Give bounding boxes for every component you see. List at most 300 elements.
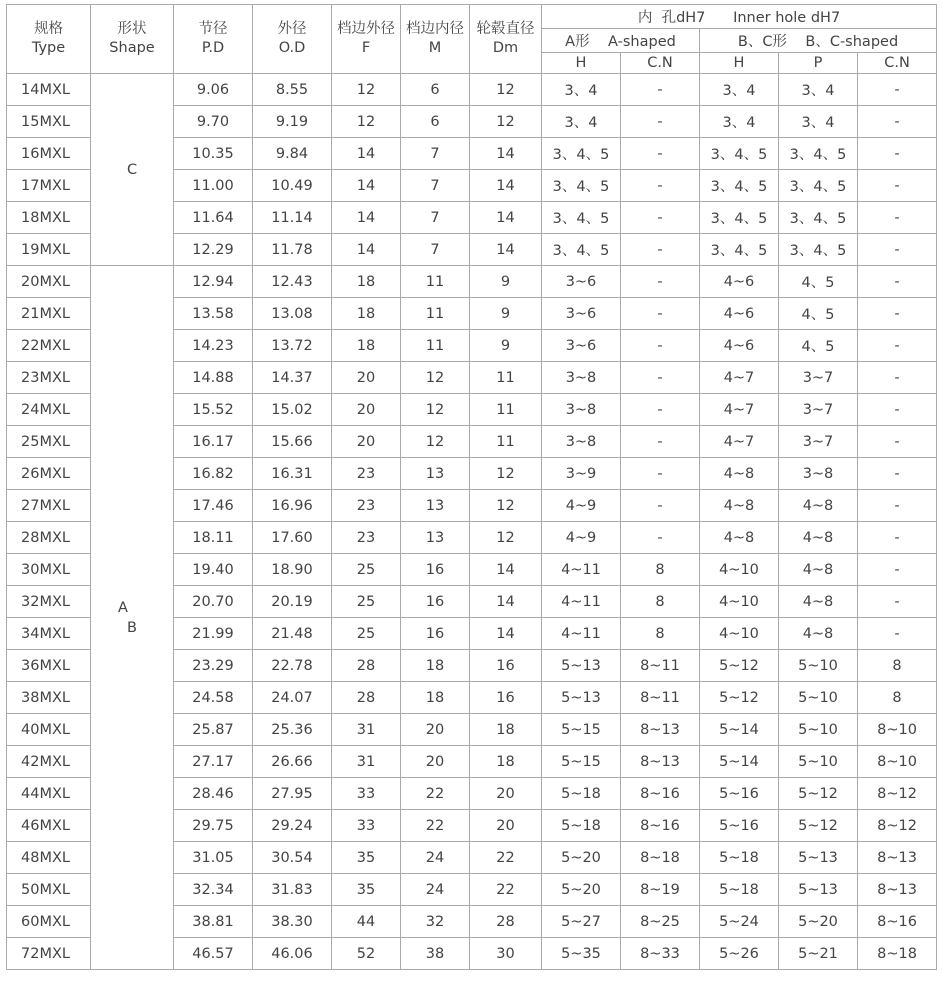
shape-b-label: B (127, 619, 137, 636)
cell-hub-diameter: 12 (470, 522, 542, 554)
cell-bc-shaped-h: 4~8 (700, 490, 779, 522)
cell-hub-diameter: 18 (470, 714, 542, 746)
cell-pitch-diameter: 46.57 (174, 938, 253, 970)
cell-a-shaped-cn: - (621, 266, 700, 298)
cell-pitch-diameter: 38.81 (174, 906, 253, 938)
cell-flange-inner-diameter: 13 (401, 458, 470, 490)
cell-flange-outer-diameter: 14 (332, 202, 401, 234)
shape-a-label: A (118, 599, 128, 616)
cell-a-shaped-cn: - (621, 74, 700, 106)
cell-a-shaped-cn: - (621, 330, 700, 362)
cell-outer-diameter: 14.37 (253, 362, 332, 394)
cell-bc-shaped-cn: - (858, 618, 937, 650)
cell-a-shaped-h: 3、4、5 (542, 170, 621, 202)
header-flange-inner-diameter (401, 5, 470, 74)
cell-bc-shaped-p: 4、5 (779, 298, 858, 330)
cell-bc-shaped-h: 4~6 (700, 330, 779, 362)
cell-pitch-diameter: 27.17 (174, 746, 253, 778)
cell-bc-shaped-cn: 8~16 (858, 906, 937, 938)
cell-hub-diameter: 14 (470, 554, 542, 586)
cell-hub-diameter: 12 (470, 74, 542, 106)
cell-bc-shaped-h: 4~8 (700, 458, 779, 490)
cell-flange-inner-diameter: 11 (401, 298, 470, 330)
table-row (7, 266, 937, 298)
cell-a-shaped-h: 5~18 (542, 810, 621, 842)
cell-outer-diameter: 29.24 (253, 810, 332, 842)
cell-bc-shaped-cn: - (858, 490, 937, 522)
header-flange-outer-diameter (332, 5, 401, 74)
cell-a-shaped-cn: - (621, 522, 700, 554)
cell-bc-shaped-h: 3、4 (700, 106, 779, 138)
cell-flange-outer-diameter: 14 (332, 234, 401, 266)
cell-bc-shaped-h: 3、4、5 (700, 170, 779, 202)
cell-a-shaped-cn: 8~13 (621, 714, 700, 746)
cell-pitch-diameter: 14.88 (174, 362, 253, 394)
cell-a-shaped-cn: - (621, 362, 700, 394)
header-inner-hole: 内 孔dH7 Inner hole dH7 (542, 5, 937, 29)
cell-outer-diameter: 27.95 (253, 778, 332, 810)
cell-bc-shaped-cn: - (858, 170, 937, 202)
header-shape-cn: 形状 (117, 21, 147, 37)
cell-flange-outer-diameter: 52 (332, 938, 401, 970)
cell-flange-inner-diameter: 7 (401, 202, 470, 234)
cell-a-shaped-cn: - (621, 170, 700, 202)
cell-type: 15MXL (7, 106, 91, 138)
header-shape-en: Shape (109, 40, 155, 56)
cell-type: 50MXL (7, 874, 91, 906)
cell-bc-shaped-cn: - (858, 234, 937, 266)
cell-bc-shaped-p: 3~8 (779, 458, 858, 490)
header-bc-shaped: B、C形 B、C-shaped (700, 29, 937, 53)
cell-hub-diameter: 11 (470, 362, 542, 394)
cell-flange-outer-diameter: 31 (332, 714, 401, 746)
cell-type: 48MXL (7, 842, 91, 874)
cell-flange-outer-diameter: 20 (332, 394, 401, 426)
cell-type: 24MXL (7, 394, 91, 426)
cell-outer-diameter: 16.31 (253, 458, 332, 490)
cell-bc-shaped-p: 5~10 (779, 714, 858, 746)
cell-outer-diameter: 21.48 (253, 618, 332, 650)
cell-a-shaped-cn: - (621, 426, 700, 458)
cell-flange-inner-diameter: 11 (401, 330, 470, 362)
cell-type: 19MXL (7, 234, 91, 266)
cell-type: 26MXL (7, 458, 91, 490)
cell-pitch-diameter: 12.94 (174, 266, 253, 298)
cell-pitch-diameter: 31.05 (174, 842, 253, 874)
cell-bc-shaped-p: 5~20 (779, 906, 858, 938)
cell-a-shaped-h: 5~15 (542, 746, 621, 778)
cell-outer-diameter: 12.43 (253, 266, 332, 298)
cell-bc-shaped-h: 4~8 (700, 522, 779, 554)
cell-pitch-diameter: 17.46 (174, 490, 253, 522)
cell-flange-inner-diameter: 32 (401, 906, 470, 938)
cell-bc-shaped-p: 3~7 (779, 362, 858, 394)
cell-flange-inner-diameter: 22 (401, 810, 470, 842)
cell-a-shaped-cn: 8 (621, 554, 700, 586)
cell-a-shaped-h: 5~35 (542, 938, 621, 970)
header-od-cn: 外径 (277, 21, 307, 37)
cell-outer-diameter: 38.30 (253, 906, 332, 938)
cell-bc-shaped-p: 3、4、5 (779, 170, 858, 202)
cell-hub-diameter: 22 (470, 874, 542, 906)
cell-pitch-diameter: 28.46 (174, 778, 253, 810)
cell-bc-shaped-p: 3、4、5 (779, 202, 858, 234)
cell-a-shaped-h: 3、4、5 (542, 138, 621, 170)
cell-bc-shaped-p: 5~13 (779, 842, 858, 874)
cell-pitch-diameter: 9.70 (174, 106, 253, 138)
cell-pitch-diameter: 21.99 (174, 618, 253, 650)
cell-bc-shaped-p: 4~8 (779, 522, 858, 554)
cell-bc-shaped-cn: - (858, 298, 937, 330)
cell-a-shaped-cn: 8~13 (621, 746, 700, 778)
cell-a-shaped-h: 5~18 (542, 778, 621, 810)
cell-flange-outer-diameter: 35 (332, 874, 401, 906)
cell-type: 18MXL (7, 202, 91, 234)
cell-bc-shaped-h: 5~18 (700, 874, 779, 906)
cell-bc-shaped-p: 5~12 (779, 810, 858, 842)
cell-bc-shaped-h: 4~7 (700, 362, 779, 394)
cell-bc-shaped-p: 4~8 (779, 554, 858, 586)
cell-pitch-diameter: 24.58 (174, 682, 253, 714)
cell-a-shaped-h: 5~13 (542, 682, 621, 714)
cell-pitch-diameter: 29.75 (174, 810, 253, 842)
cell-bc-shaped-h: 4~6 (700, 298, 779, 330)
cell-pitch-diameter: 16.17 (174, 426, 253, 458)
cell-type: 38MXL (7, 682, 91, 714)
cell-bc-shaped-cn: - (858, 74, 937, 106)
cell-type: 16MXL (7, 138, 91, 170)
cell-bc-shaped-cn: 8~12 (858, 810, 937, 842)
cell-flange-outer-diameter: 14 (332, 138, 401, 170)
cell-outer-diameter: 30.54 (253, 842, 332, 874)
subheader-bc-h: H (700, 53, 779, 74)
cell-bc-shaped-p: 3、4 (779, 74, 858, 106)
cell-pitch-diameter: 18.11 (174, 522, 253, 554)
cell-flange-outer-diameter: 18 (332, 266, 401, 298)
cell-flange-outer-diameter: 44 (332, 906, 401, 938)
cell-a-shaped-h: 3~6 (542, 298, 621, 330)
cell-a-shaped-h: 5~27 (542, 906, 621, 938)
cell-outer-diameter: 10.49 (253, 170, 332, 202)
cell-hub-diameter: 12 (470, 458, 542, 490)
cell-a-shaped-cn: 8~16 (621, 778, 700, 810)
cell-flange-outer-diameter: 28 (332, 682, 401, 714)
cell-a-shaped-cn: - (621, 298, 700, 330)
cell-bc-shaped-cn: 8~13 (858, 874, 937, 906)
cell-pitch-diameter: 25.87 (174, 714, 253, 746)
cell-flange-outer-diameter: 25 (332, 618, 401, 650)
cell-a-shaped-cn: 8~33 (621, 938, 700, 970)
cell-flange-inner-diameter: 12 (401, 362, 470, 394)
cell-hub-diameter: 18 (470, 746, 542, 778)
cell-a-shaped-cn: 8~11 (621, 682, 700, 714)
cell-a-shaped-cn: - (621, 202, 700, 234)
header-pd-cn: 节径 (198, 21, 228, 37)
cell-outer-diameter: 15.02 (253, 394, 332, 426)
cell-outer-diameter: 25.36 (253, 714, 332, 746)
cell-flange-inner-diameter: 7 (401, 138, 470, 170)
cell-a-shaped-cn: 8~11 (621, 650, 700, 682)
cell-flange-inner-diameter: 16 (401, 554, 470, 586)
cell-a-shaped-h: 5~13 (542, 650, 621, 682)
header-pd-en: P.D (201, 40, 225, 56)
cell-bc-shaped-p: 5~13 (779, 874, 858, 906)
header-pitch-diameter (174, 5, 253, 74)
cell-bc-shaped-h: 3、4、5 (700, 202, 779, 234)
cell-a-shaped-h: 4~11 (542, 554, 621, 586)
header-m-en: M (428, 40, 442, 56)
cell-bc-shaped-h: 4~10 (700, 618, 779, 650)
subheader-a-h: H (542, 53, 621, 74)
cell-type: 60MXL (7, 906, 91, 938)
cell-bc-shaped-cn: - (858, 522, 937, 554)
cell-flange-inner-diameter: 18 (401, 682, 470, 714)
cell-bc-shaped-cn: - (858, 586, 937, 618)
cell-bc-shaped-h: 5~14 (700, 746, 779, 778)
header-outer-diameter (253, 5, 332, 74)
cell-a-shaped-h: 4~9 (542, 522, 621, 554)
header-type (7, 5, 91, 74)
cell-flange-inner-diameter: 16 (401, 618, 470, 650)
cell-type: 32MXL (7, 586, 91, 618)
cell-bc-shaped-p: 5~21 (779, 938, 858, 970)
cell-type: 28MXL (7, 522, 91, 554)
cell-flange-inner-diameter: 11 (401, 266, 470, 298)
cell-hub-diameter: 14 (470, 202, 542, 234)
cell-flange-inner-diameter: 38 (401, 938, 470, 970)
cell-a-shaped-h: 3、4、5 (542, 202, 621, 234)
cell-outer-diameter: 20.19 (253, 586, 332, 618)
cell-outer-diameter: 26.66 (253, 746, 332, 778)
cell-flange-inner-diameter: 16 (401, 586, 470, 618)
cell-pitch-diameter: 20.70 (174, 586, 253, 618)
cell-bc-shaped-h: 5~24 (700, 906, 779, 938)
cell-hub-diameter: 20 (470, 810, 542, 842)
cell-flange-outer-diameter: 12 (332, 106, 401, 138)
cell-flange-inner-diameter: 12 (401, 426, 470, 458)
cell-a-shaped-h: 3、4、5 (542, 234, 621, 266)
cell-a-shaped-h: 3~8 (542, 394, 621, 426)
cell-outer-diameter: 46.06 (253, 938, 332, 970)
cell-pitch-diameter: 12.29 (174, 234, 253, 266)
cell-bc-shaped-p: 4~8 (779, 586, 858, 618)
cell-bc-shaped-cn: 8 (858, 650, 937, 682)
cell-a-shaped-cn: 8~16 (621, 810, 700, 842)
cell-outer-diameter: 16.96 (253, 490, 332, 522)
cell-flange-outer-diameter: 23 (332, 490, 401, 522)
cell-outer-diameter: 24.07 (253, 682, 332, 714)
cell-bc-shaped-h: 3、4、5 (700, 234, 779, 266)
cell-type: 44MXL (7, 778, 91, 810)
cell-bc-shaped-p: 5~10 (779, 746, 858, 778)
cell-a-shaped-h: 4~11 (542, 586, 621, 618)
header-a-shaped: A形 A-shaped (542, 29, 700, 53)
cell-bc-shaped-h: 5~12 (700, 650, 779, 682)
cell-bc-shaped-p: 5~10 (779, 682, 858, 714)
header-m-cn: 档边内径 (406, 21, 464, 37)
cell-flange-outer-diameter: 18 (332, 298, 401, 330)
cell-type: 17MXL (7, 170, 91, 202)
cell-pitch-diameter: 13.58 (174, 298, 253, 330)
cell-bc-shaped-p: 4、5 (779, 330, 858, 362)
cell-hub-diameter: 9 (470, 298, 542, 330)
cell-flange-outer-diameter: 28 (332, 650, 401, 682)
cell-type: 36MXL (7, 650, 91, 682)
cell-outer-diameter: 9.19 (253, 106, 332, 138)
cell-bc-shaped-h: 5~16 (700, 810, 779, 842)
cell-hub-diameter: 16 (470, 650, 542, 682)
header-dm-cn: 轮毂直径 (476, 21, 535, 37)
cell-hub-diameter: 14 (470, 170, 542, 202)
cell-outer-diameter: 13.72 (253, 330, 332, 362)
cell-hub-diameter: 22 (470, 842, 542, 874)
header-f-en: F (361, 40, 371, 56)
header-hub-diameter (470, 5, 542, 74)
cell-bc-shaped-p: 4~8 (779, 490, 858, 522)
cell-flange-inner-diameter: 13 (401, 522, 470, 554)
cell-hub-diameter: 20 (470, 778, 542, 810)
cell-bc-shaped-cn: - (858, 554, 937, 586)
cell-shape-c: C (91, 74, 174, 266)
cell-bc-shaped-cn: - (858, 394, 937, 426)
cell-a-shaped-h: 3~9 (542, 458, 621, 490)
cell-bc-shaped-cn: - (858, 106, 937, 138)
cell-type: 23MXL (7, 362, 91, 394)
cell-pitch-diameter: 10.35 (174, 138, 253, 170)
cell-hub-diameter: 11 (470, 394, 542, 426)
cell-pitch-diameter: 14.23 (174, 330, 253, 362)
cell-bc-shaped-cn: - (858, 202, 937, 234)
cell-bc-shaped-h: 4~6 (700, 266, 779, 298)
cell-flange-outer-diameter: 23 (332, 522, 401, 554)
cell-a-shaped-cn: 8~18 (621, 842, 700, 874)
header-type-en: Type (31, 40, 66, 56)
cell-pitch-diameter: 16.82 (174, 458, 253, 490)
cell-type: 22MXL (7, 330, 91, 362)
cell-bc-shaped-h: 4~10 (700, 554, 779, 586)
cell-bc-shaped-cn: - (858, 458, 937, 490)
cell-bc-shaped-cn: - (858, 362, 937, 394)
cell-outer-diameter: 22.78 (253, 650, 332, 682)
cell-outer-diameter: 13.08 (253, 298, 332, 330)
cell-flange-outer-diameter: 33 (332, 810, 401, 842)
cell-hub-diameter: 12 (470, 490, 542, 522)
cell-flange-inner-diameter: 7 (401, 234, 470, 266)
header-f-cn: 档边外径 (337, 21, 395, 37)
cell-a-shaped-cn: - (621, 394, 700, 426)
cell-a-shaped-cn: 8~19 (621, 874, 700, 906)
cell-bc-shaped-h: 3、4、5 (700, 138, 779, 170)
cell-bc-shaped-p: 3、4、5 (779, 234, 858, 266)
cell-type: 14MXL (7, 74, 91, 106)
cell-pitch-diameter: 32.34 (174, 874, 253, 906)
cell-hub-diameter: 14 (470, 234, 542, 266)
cell-a-shaped-cn: - (621, 490, 700, 522)
cell-bc-shaped-cn: 8~18 (858, 938, 937, 970)
cell-pitch-diameter: 11.00 (174, 170, 253, 202)
cell-type: 27MXL (7, 490, 91, 522)
cell-a-shaped-h: 3、4 (542, 74, 621, 106)
cell-bc-shaped-cn: - (858, 266, 937, 298)
cell-type: 20MXL (7, 266, 91, 298)
cell-a-shaped-cn: - (621, 106, 700, 138)
cell-bc-shaped-cn: 8~12 (858, 778, 937, 810)
cell-flange-inner-diameter: 20 (401, 746, 470, 778)
cell-type: 30MXL (7, 554, 91, 586)
cell-a-shaped-cn: - (621, 458, 700, 490)
cell-flange-inner-diameter: 24 (401, 874, 470, 906)
header-shape (91, 5, 174, 74)
cell-a-shaped-h: 3~6 (542, 266, 621, 298)
cell-bc-shaped-cn: 8~13 (858, 842, 937, 874)
cell-hub-diameter: 28 (470, 906, 542, 938)
cell-a-shaped-h: 3~8 (542, 362, 621, 394)
cell-bc-shaped-h: 5~12 (700, 682, 779, 714)
cell-outer-diameter: 15.66 (253, 426, 332, 458)
cell-a-shaped-cn: 8~25 (621, 906, 700, 938)
cell-type: 34MXL (7, 618, 91, 650)
cell-bc-shaped-h: 5~14 (700, 714, 779, 746)
cell-hub-diameter: 12 (470, 106, 542, 138)
cell-hub-diameter: 14 (470, 138, 542, 170)
cell-flange-outer-diameter: 31 (332, 746, 401, 778)
subheader-bc-p: P (779, 53, 858, 74)
cell-flange-inner-diameter: 18 (401, 650, 470, 682)
header-od-en: O.D (278, 40, 306, 56)
cell-type: 42MXL (7, 746, 91, 778)
cell-bc-shaped-h: 4~7 (700, 394, 779, 426)
cell-flange-outer-diameter: 14 (332, 170, 401, 202)
cell-outer-diameter: 9.84 (253, 138, 332, 170)
subheader-a-cn: C.N (621, 53, 700, 74)
cell-hub-diameter: 11 (470, 426, 542, 458)
cell-flange-outer-diameter: 35 (332, 842, 401, 874)
cell-flange-outer-diameter: 25 (332, 586, 401, 618)
cell-a-shaped-h: 5~20 (542, 842, 621, 874)
subheader-bc-cn: C.N (858, 53, 937, 74)
cell-hub-diameter: 9 (470, 266, 542, 298)
cell-a-shaped-h: 4~9 (542, 490, 621, 522)
cell-bc-shaped-cn: 8~10 (858, 746, 937, 778)
cell-outer-diameter: 17.60 (253, 522, 332, 554)
cell-flange-outer-diameter: 18 (332, 330, 401, 362)
cell-pitch-diameter: 23.29 (174, 650, 253, 682)
cell-bc-shaped-p: 3、4、5 (779, 138, 858, 170)
cell-pitch-diameter: 19.40 (174, 554, 253, 586)
cell-flange-outer-diameter: 12 (332, 74, 401, 106)
cell-bc-shaped-cn: - (858, 426, 937, 458)
cell-hub-diameter: 14 (470, 618, 542, 650)
cell-flange-outer-diameter: 23 (332, 458, 401, 490)
cell-a-shaped-h: 3~6 (542, 330, 621, 362)
cell-type: 25MXL (7, 426, 91, 458)
pulley-spec-table (6, 4, 937, 970)
cell-flange-inner-diameter: 22 (401, 778, 470, 810)
cell-flange-inner-diameter: 7 (401, 170, 470, 202)
cell-flange-inner-diameter: 12 (401, 394, 470, 426)
cell-bc-shaped-p: 3、4 (779, 106, 858, 138)
cell-flange-inner-diameter: 6 (401, 106, 470, 138)
cell-a-shaped-cn: 8 (621, 618, 700, 650)
cell-pitch-diameter: 9.06 (174, 74, 253, 106)
cell-type: 21MXL (7, 298, 91, 330)
cell-bc-shaped-p: 3~7 (779, 426, 858, 458)
cell-bc-shaped-h: 5~26 (700, 938, 779, 970)
cell-bc-shaped-cn: 8~10 (858, 714, 937, 746)
cell-shape-ab (91, 266, 174, 970)
cell-bc-shaped-p: 3~7 (779, 394, 858, 426)
cell-outer-diameter: 18.90 (253, 554, 332, 586)
